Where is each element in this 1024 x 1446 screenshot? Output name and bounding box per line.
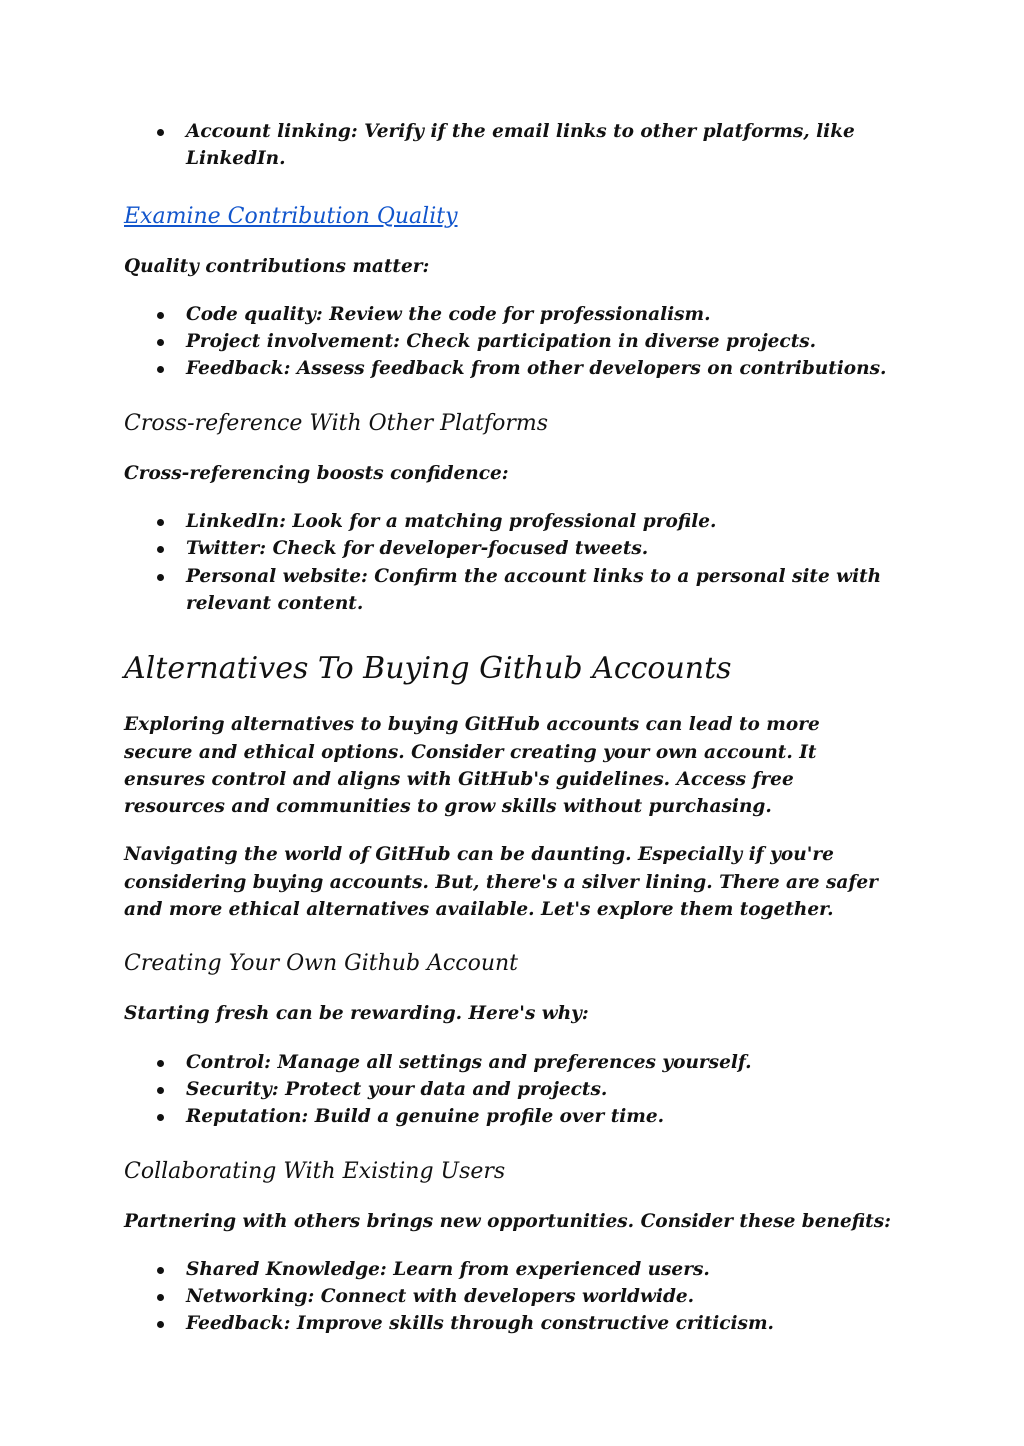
bullet-icon <box>157 366 164 373</box>
intro-collab: Partnering with others brings new opportunities. Consider these benefits: <box>124 1210 891 1232</box>
list-item: Shared Knowledge: Learn from experienced users. <box>124 1256 894 1283</box>
list-item: Reputation: Build a genuine profile over time. <box>124 1103 894 1130</box>
list-item: Twitter: Check for developer-focused tweets. <box>124 535 894 562</box>
document-content <box>124 118 894 1338</box>
bullet-list-own <box>124 1049 894 1131</box>
intro-crossref: Cross-referencing boosts confidence: <box>124 462 509 484</box>
heading-alternatives: Alternatives To Buying Github Accounts <box>124 651 732 687</box>
bullet-icon <box>157 519 164 526</box>
list-item: Feedback: Assess feedback from other developers on contributions. <box>124 355 894 382</box>
heading-creating-own: Creating Your Own Github Account <box>124 951 518 977</box>
bullet-list-collab <box>124 1256 894 1338</box>
heading-cross-reference: Cross-reference With Other Platforms <box>124 410 549 436</box>
bullet-icon <box>157 1321 164 1328</box>
heading-collaborating: Collaborating With Existing Users <box>124 1158 506 1184</box>
bullet-icon <box>157 1060 164 1067</box>
paragraph-alternatives-1: Exploring alternatives to buying GitHub accounts can lead to more secure and ethical options. Consider creating your own account. It ensures control and aligns with GitHub's guidelines. Access free resources and communities to grow skills without purchasing. <box>124 714 820 818</box>
bullet-list-account-linking <box>124 118 894 173</box>
list-item: Feedback: Improve skills through constructive criticism. <box>124 1310 894 1337</box>
bullet-icon <box>157 1267 164 1274</box>
heading-link-examine-contribution-quality[interactable]: Examine Contribution Quality <box>124 203 458 229</box>
bullet-icon <box>157 1114 164 1121</box>
intro-quality: Quality contributions matter: <box>124 255 430 277</box>
list-item: Code quality: Review the code for professionalism. <box>124 301 894 328</box>
list-item: Security: Protect your data and projects. <box>124 1076 894 1103</box>
list-item: Project involvement: Check participation in diverse projects. <box>124 328 894 355</box>
paragraph-alternatives-2: Navigating the world of GitHub can be daunting. Especially if you're considering buying accounts. But, there's a silver lining. There are safer and more ethical alternatives available. Let's explore them together. <box>124 844 878 921</box>
list-item: Networking: Connect with developers worldwide. <box>124 1283 894 1310</box>
bullet-icon <box>157 1087 164 1094</box>
list-item: Personal website: Confirm the account links to a personal site with relevant content. <box>124 563 894 618</box>
intro-own: Starting fresh can be rewarding. Here's why: <box>124 1003 589 1025</box>
list-item: Account linking: Verify if the email links to other platforms, like LinkedIn. <box>124 118 894 173</box>
bullet-icon <box>157 339 164 346</box>
bullet-icon <box>157 1294 164 1301</box>
bullet-list-quality <box>124 301 894 383</box>
bullet-list-crossref <box>124 508 894 617</box>
bullet-icon <box>157 546 164 553</box>
bullet-icon <box>157 129 164 136</box>
bullet-icon <box>157 312 164 319</box>
list-item: LinkedIn: Look for a matching professional profile. <box>124 508 894 535</box>
list-item: Control: Manage all settings and preferences yourself. <box>124 1049 894 1076</box>
bullet-icon <box>157 574 164 581</box>
